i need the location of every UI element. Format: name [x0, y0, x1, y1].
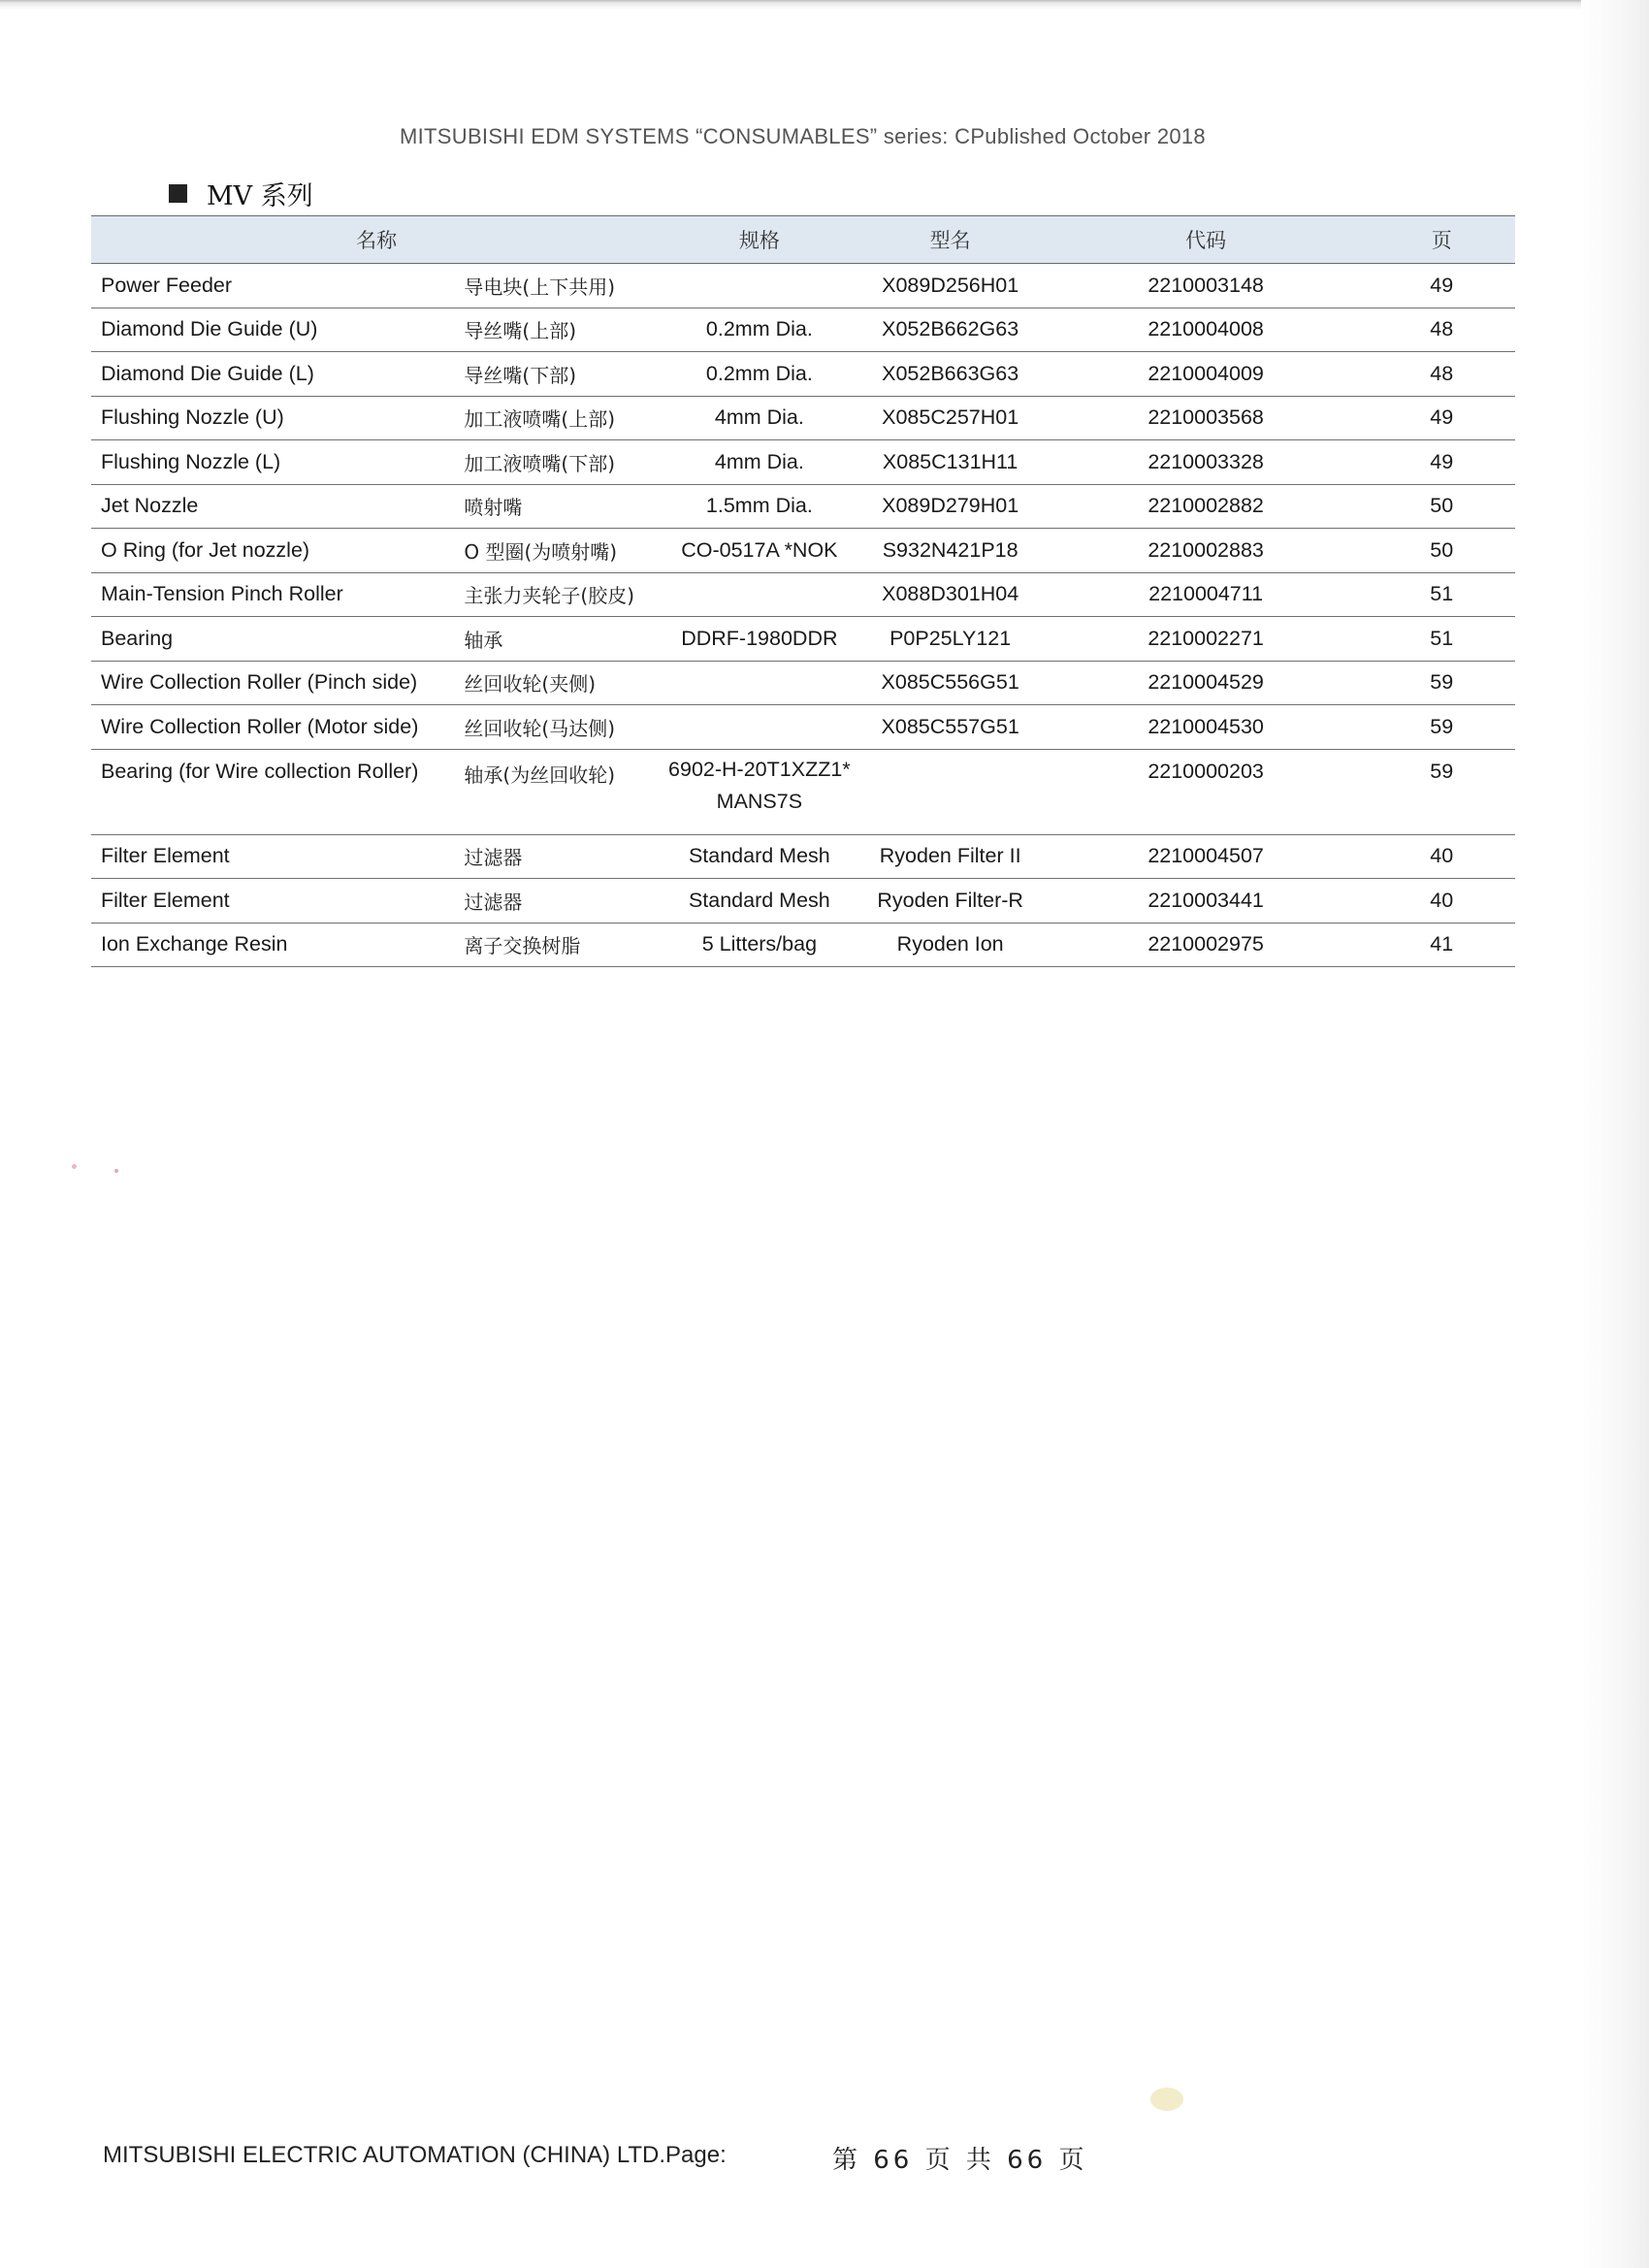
table-row [91, 834, 1515, 879]
cell-code: 2210002271 [1044, 617, 1369, 662]
cell-code: 2210003148 [1044, 264, 1369, 308]
section-title-text: MV 系列 [207, 181, 313, 211]
cell-code: 2210003441 [1044, 879, 1369, 923]
cell-model: X052B663G63 [857, 352, 1044, 397]
cell-name-cn: 丝回收轮(夹侧) [454, 661, 662, 705]
table-row [91, 352, 1515, 397]
cell-spec: Standard Mesh [662, 879, 857, 923]
cell-spec: CO-0517A *NOK [662, 529, 857, 573]
cell-page: 51 [1368, 617, 1515, 662]
cell-spec: Standard Mesh [662, 834, 857, 879]
cell-code: 2210002975 [1044, 923, 1369, 967]
table-row [91, 749, 1515, 834]
cell-page: 49 [1368, 396, 1515, 440]
cell-name-cn: 丝回收轮(马达侧) [454, 705, 662, 750]
column-header-model: 型名 [857, 216, 1044, 264]
cell-code: 2210002883 [1044, 529, 1369, 573]
column-header-code: 代码 [1044, 216, 1369, 264]
table-header-row [91, 216, 1515, 264]
cell-name-en: Power Feeder [91, 264, 454, 308]
table-row [91, 879, 1515, 923]
scan-speck [1150, 2088, 1183, 2111]
table-row [91, 705, 1515, 750]
cell-name-en: Bearing (for Wire collection Roller) [91, 749, 454, 834]
cell-name-cn: 轴承(为丝回收轮) [454, 749, 662, 834]
cell-name-en: O Ring (for Jet nozzle) [91, 529, 454, 573]
cell-name-en: Diamond Die Guide (U) [91, 308, 454, 352]
cell-name-en: Filter Element [91, 879, 454, 923]
cell-page: 51 [1368, 572, 1515, 617]
cell-spec [662, 264, 857, 308]
cell-name-en: Flushing Nozzle (U) [91, 396, 454, 440]
table-row [91, 529, 1515, 573]
cell-page: 48 [1368, 308, 1515, 352]
cell-name-cn: 导电块(上下共用) [454, 264, 662, 308]
cell-spec: 0.2mm Dia. [662, 352, 857, 397]
cell-name-en: Wire Collection Roller (Pinch side) [91, 661, 454, 705]
cell-page: 50 [1368, 529, 1515, 573]
cell-page: 59 [1368, 749, 1515, 834]
column-header-spec: 规格 [662, 216, 857, 264]
cell-name-cn: 加工液喷嘴(下部) [454, 440, 662, 485]
cell-model: X085C257H01 [857, 396, 1044, 440]
cell-code: 2210004507 [1044, 834, 1369, 879]
footer-page-info: 第 66 页 共 66 页 [832, 2146, 1088, 2175]
cell-code: 2210003328 [1044, 440, 1369, 485]
cell-page: 50 [1368, 484, 1515, 529]
cell-spec: 1.5mm Dia. [662, 484, 857, 529]
cell-name-en: Diamond Die Guide (L) [91, 352, 454, 397]
cell-name-en: Jet Nozzle [91, 484, 454, 529]
cell-name-cn: 离子交换树脂 [454, 923, 662, 967]
cell-spec: 0.2mm Dia. [662, 308, 857, 352]
cell-model: P0P25LY121 [857, 617, 1044, 662]
scan-speck [72, 1164, 77, 1169]
table-row [91, 923, 1515, 967]
cell-page: 48 [1368, 352, 1515, 397]
cell-spec: DDRF-1980DDR [662, 617, 857, 662]
cell-name-cn: 喷射嘴 [454, 484, 662, 529]
black-square-bullet-icon [169, 184, 187, 203]
table-body [91, 264, 1515, 967]
cell-page: 49 [1368, 264, 1515, 308]
cell-page: 59 [1368, 661, 1515, 705]
cell-code: 2210004529 [1044, 661, 1369, 705]
footer-company: MITSUBISHI ELECTRIC AUTOMATION (CHINA) LTD.Page: [103, 2142, 727, 2168]
cell-code: 2210004009 [1044, 352, 1369, 397]
cell-model: X085C556G51 [857, 661, 1044, 705]
scan-top-edge [0, 0, 1649, 10]
scan-speck [114, 1169, 118, 1173]
cell-name-cn: 轴承 [454, 617, 662, 662]
cell-name-en: Filter Element [91, 834, 454, 879]
cell-code: 2210000203 [1044, 749, 1369, 834]
table-header [91, 216, 1515, 264]
cell-model: X052B662G63 [857, 308, 1044, 352]
table-row [91, 484, 1515, 529]
cell-page: 49 [1368, 440, 1515, 485]
table-row [91, 396, 1515, 440]
cell-code: 2210002882 [1044, 484, 1369, 529]
cell-model: Ryoden Ion [857, 923, 1044, 967]
cell-page: 40 [1368, 834, 1515, 879]
column-header-name: 名称 [91, 216, 662, 264]
cell-name-cn: 过滤器 [454, 834, 662, 879]
cell-model: X085C557G51 [857, 705, 1044, 750]
consumables-table [91, 215, 1515, 967]
cell-name-cn: 导丝嘴(上部) [454, 308, 662, 352]
cell-code: 2210004530 [1044, 705, 1369, 750]
cell-model: S932N421P18 [857, 529, 1044, 573]
cell-model: Ryoden Filter II [857, 834, 1044, 879]
cell-model: X088D301H04 [857, 572, 1044, 617]
cell-name-en: Bearing [91, 617, 454, 662]
section-heading [169, 175, 313, 212]
cell-model: X085C131H11 [857, 440, 1044, 485]
cell-name-cn: 主张力夹轮子(胶皮) [454, 572, 662, 617]
cell-name-en: Wire Collection Roller (Motor side) [91, 705, 454, 750]
cell-page: 41 [1368, 923, 1515, 967]
cell-name-cn: O 型圈(为喷射嘴) [454, 529, 662, 573]
cell-spec [662, 705, 857, 750]
cell-spec-line: 6902-H-20T1XZZ1* [668, 757, 851, 781]
cell-code: 2210003568 [1044, 396, 1369, 440]
cell-model: X089D256H01 [857, 264, 1044, 308]
table-row [91, 661, 1515, 705]
cell-name-cn: 加工液喷嘴(上部) [454, 396, 662, 440]
cell-spec [662, 661, 857, 705]
cell-model [857, 749, 1044, 834]
table-row [91, 308, 1515, 352]
cell-name-en: Main-Tension Pinch Roller [91, 572, 454, 617]
cell-name-en: Ion Exchange Resin [91, 923, 454, 967]
cell-spec [662, 749, 857, 834]
cell-spec [662, 572, 857, 617]
table-row [91, 572, 1515, 617]
column-header-page: 页 [1368, 216, 1515, 264]
table-row [91, 264, 1515, 308]
cell-name-cn: 导丝嘴(下部) [454, 352, 662, 397]
cell-page: 40 [1368, 879, 1515, 923]
cell-name-cn: 过滤器 [454, 879, 662, 923]
cell-code: 2210004711 [1044, 572, 1369, 617]
cell-spec: 4mm Dia. [662, 440, 857, 485]
cell-name-en: Flushing Nozzle (L) [91, 440, 454, 485]
table-row [91, 617, 1515, 662]
cell-spec: 5 Litters/bag [662, 923, 857, 967]
cell-page: 59 [1368, 705, 1515, 750]
cell-model: X089D279H01 [857, 484, 1044, 529]
scan-right-edge [1581, 0, 1649, 2268]
cell-spec: 4mm Dia. [662, 396, 857, 440]
cell-code: 2210004008 [1044, 308, 1369, 352]
document-header: MITSUBISHI EDM SYSTEMS “CONSUMABLES” series: CPublished October 2018 [400, 124, 1206, 148]
cell-spec-line: MANS7S [716, 789, 803, 813]
table-row [91, 440, 1515, 485]
cell-model: Ryoden Filter-R [857, 879, 1044, 923]
